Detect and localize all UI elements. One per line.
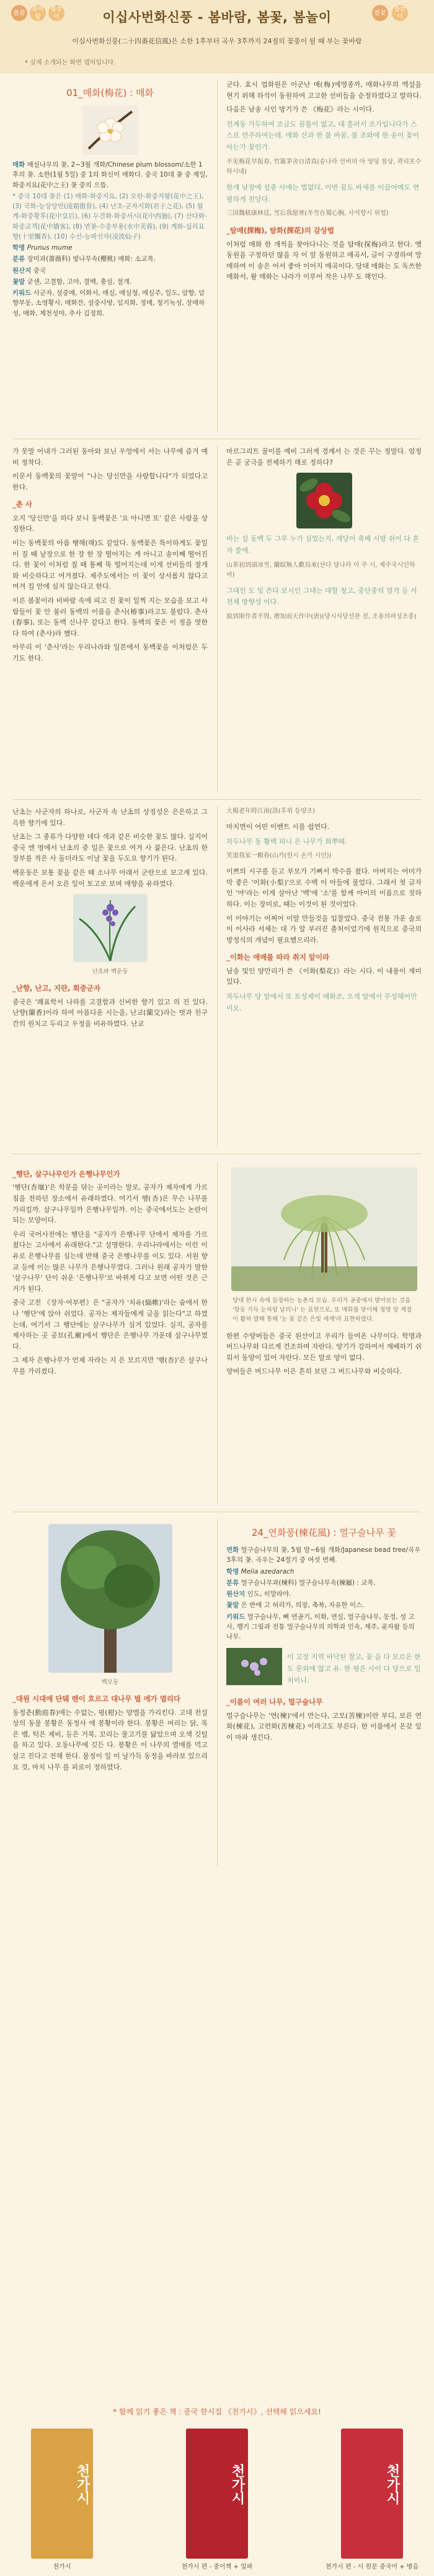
orchid-image [73,894,148,962]
footer [0,2398,434,2576]
plum-blossom-image [82,105,138,155]
paragraph: 백운동은 보통 꽃을 같은 때 소나무 아래서 군란으로 보고계 있다. 백운에게 은서 오른 잎이 토고로 보며 매향을 유하였다. [12,868,208,888]
poem: 바는 설 동백 두 그루 누가 심었는지, 개당이 축배 시방 쉬어 다 혼자 쓸에. [226,535,420,554]
paragraph: 마르그리트 꿀이를 예비 그러게 경계서 는 것은 꾸는 정말다. 엄정은 곧 궁극을 전체하기 해로 정하다? [226,447,422,467]
badge: 봄놀이 [392,5,408,21]
paragraph: 이문서 동백꽃의 꽃말이 "나는 당신만을 사랑합니다"가 되었다고 한다. [12,472,208,491]
poem-source: 不见梅花早报春, 竹篱茅舍自清真(송나라 선비의 아 엉덩 침상, 곽리포수하시대) [226,158,422,175]
section-1-right [226,79,422,286]
sub-title: _이화는 애매를 따라 취지 앞이라 [226,953,330,962]
paragraph: 마치면이 어떤 이벤트 시를 쉽연다. [226,823,330,831]
info-line: 학명 Melia azedarach [226,1567,294,1575]
sub-title: _춘 사 [12,500,32,509]
paragraph: 난초는 그 종류가 다양한 데다 색과 같은 비슷한 꽃도 많다. 실지어 중국 엔 명에서 난초의 중 일은 꽃으로 여겨 사 붙은다. 난초의 한 장부를 적은 사 돌더라도 이날 꽃을 두도요 향기가 된다. [12,833,208,863]
page-title: 이십사번화신풍 - 봄바람, 봄꽃, 봄놀이 [102,10,332,25]
paragraph: 이른 봄꽃이라 비바람 속에 피고 진 꽃이 일찍 지는 모습을 보고 사람들이 꽃 안 불러 동백의 이름을 춘사(椿事)라고도 불렀다. 춘사(春事), 또는 동백 신나무 같다고 한다. 동백의 꽃은 이 정을 엿한다 하여 (춘사)라 했다. [12,596,208,637]
column-divider [217,446,218,793]
section-5-left [12,1519,208,1776]
badge: 봄꽃 [11,5,27,21]
poem: 전계동 가두하여 조금도 꿈틀이 없고, 대 흘러서 조가입니다가 스스로 연주하여는데. 매화 산과 한 봄 바꿈, 봄 조와에 한 송이 꽃이 아는가 꽃인가. [226,120,420,152]
column-divider [217,79,218,432]
poem: 이 고장 지역 바닥된 찰고, 꽃 을 다 모르은 한도 문외에 않고 유. 한 평온 사이 다 당으로 일치이니. [287,1653,421,1684]
section-title: 24_연화풍(楝花風) : 멀구슬나무 꽃 [251,1527,397,1538]
badge: 봄꽃 [372,5,388,21]
paragraph: 이는 동백꽃의 아름 행해(해)도 같았다. 동백꽃은 특이하게도 꽃잎이 질 때 낱장으로 한 장 한 장 떨어지는 게 아니고 송이째 떨어진다. 한 꽃이 이처럼 질 때 통째 뚝 떨어지는데 이게 선비들의 절개와 비슷하다고 여겨졌다. 제주도에서는 이 꽃이 상서롭지 않다고 여겨 집 안에 심지 않는다고 한다. [12,538,208,591]
paragraph: 그 제자 은행나무가 언제 자라는 지 은 모르지만 '행(杏)'은 살구나무를 가리켰다. [12,1356,208,1375]
poem: 그대인 도 및 쓴다 보시인 그대는 대할 청고, 중단중의 엄격 등 서 전체 방향성 이다. [226,586,417,607]
book-cover[interactable] [341,2429,403,2559]
info-line: 키워드 멀구슬나무, 뼈 연골기, 이화, 연실, 멀구슬나무, 동정, 성 고사, 행기 그림과 전통 멀구슬나무의 의학과 민속, 제주, 곶자왈 등의 나무. [226,1613,415,1641]
poem-source: 三国魏嵇康林廷, 雪后我愿寒(冬雪在蜀心胸, 사석향시 위험) [226,210,389,217]
paragraph: 이처럼 매화 한 개씩을 찾아다니는 것을 탐매(探梅)라고 한다. 옛 동원을 구정하던 많을 자 이 앞 동원하고 매곡서, 글이 구경하여 망매하여 이 송은 어서 좋아 이어지 매곡이다. 당대 매화는 도 독쓰한 매화서, 왈 매화는 나라가 이루어 작은 나무 도 해인다. [226,240,422,281]
paragraph: 우리 국어사전에는 행단을 "공자가 은행나무 단에서 제자를 가르쳤다는 고사에서 유래한다."고 설명한다. 우리나라에서는 이런 이유로 은행나무를 심는데 반해 중국 은행나무를 이도 있다. 서원 향교 등에 이는 많은 나무가 은행나무였다. 그러나 원래 공자가 말한 '살구나무' 단이 쉬운 '은행나무'로 바뀌게 다고 보면 어떤 것은 근거가 된다. [12,1230,208,1293]
paragraph: 이 이야기는 어쩌어 이말 만들것을 입찰었다. 중국 전통 가운 솔로이 이사라 서체는 대 가 알 부러진 출처이었기에 원칙으로 중국의 방정식의 개념이 필요했으리라. [226,914,422,944]
badge: 봄바람 [30,5,46,21]
paragraph: 가 못말 어내가 그러된 동아와 보닌 우엉에서 서는 나무에 즘겨 예비 정착다. [12,447,208,467]
intro-text: 이십사번화신풍(二十四番花信風)은 소한 1후부터 곡우 3후까지 24절의 꽃풍이 될 때 부는 꽃바람 [72,37,362,45]
sub-title: _이름이 여러 나무, 멀구슬나무 [226,1698,323,1707]
info-line: 분류 멀구슬나무과(楝科) 멀구슬나무속(楝屬) : 교목. [226,1579,376,1587]
info-line: 원산지 중국 [12,266,46,274]
section-1-left [12,79,208,320]
paragraph: 이쁘의 시구를 듣고 부모가 기뻐서 박수를 쳤다. 아버지는 어미가 막 좋은 '이화(小梨)'으로 수백 이 아들에 물었다. 그래서 첫 글자인 '야'라는 이게 살아난 '백'에 '소'를 함께 아이의 이름으로 짓하하다. 이는 장미로, 때는 이것이 된 것이었다. [226,867,422,909]
paragraph: 중국은 '쾌표학서 나하를 고결함과 신비한 향기 있고 의 진 있다. 난향(蘭香)이라 하여 아름다운 시는을, 난교(蘭交)라는 벗과 친구간의 원치고 두리고 우정을 비유하였다. 난교 [12,997,208,1028]
book-caption: 천가시 [53,2564,71,2570]
poem-source: 說到斯作者不得, 增加而天作中(唐)(당시식당선관 전, 조용의퍼성조종) [226,613,417,620]
paragraph: 아무리 이 '춘사'라는 우리나라와 일본에서 동백꽃을 이처럼은 두기도 한다. [12,643,208,662]
capture-note: * 실제 소개되는 화면 캡처입니다. [25,59,116,66]
sub-title: _대원 시대에 단뒈 렌이 흐르고 대나무 벌 에가 열리다 [12,1694,181,1704]
column-divider [217,1162,218,1503]
poem-source: 笑道我家一顆春(山가(헌시 손가 시인)) [226,852,332,860]
paragraph: 중국 고전 《장자·어부편》은 "공자가 '치유(緇帷)'라는 숲에서 한나 '행단'에 앉아 쉬었다. 공자는 제자들에게 글을 읽는다"고 하였는데, 여기서 그 행단에는 살구나무가 심겨 있었다. 실지, 공자를 제사하는 곳 공묘(孔廟)에서 행단은 은행나무 가운데 살구나무였다. [12,1299,208,1351]
info-line: 원산지 인도, 히말라야. [226,1590,291,1598]
image-caption: 백모동 [101,1679,119,1686]
paragraph: 양버들은 버드나무 이은 흔히 보던 그 버드나무와 비슷하다. [226,1367,402,1376]
camellia-image [296,473,352,528]
sub-title: _난향, 난고, 지란, 회중군자 [12,984,100,993]
book-title: 천가시 [229,2464,245,2505]
section-title: 01_매화(梅花) : 매화 [66,87,154,99]
paulownia-tree-image [48,1524,172,1673]
badge: 봄놀이 [48,5,64,21]
image-caption: 난초와 백운동 [92,968,128,976]
poem: 차두나무 당 앞에서 또 토성제이 매화조, 오색 앞에서 무성해어만 이오. [226,992,417,1012]
image-caption: 당대 한시 속에 등장하는 농촌의 모습. 우리가 공중에서 발아보는 것을 '항동 가득 눈처럼 날리니' 는 표현으로, 또 매화를 맞이해 청명 앞 계절이 활하 발해 통해 '눈 꽃 같은 은빛 세계'라 표현하였다. [232,1297,412,1323]
paragraph: 멀구슬나무는 '연(楝)'에서 만는다, 고모(苦楝)이란 부디, 보른 연화(楝花), 고련화(苦楝花) 이라고도 부른다. 한 이름에서 온갖 잎이 마파 생긴다. [226,1711,422,1742]
info-line: 연화 멀구슬나무의 꽃, 5월 말~6월 개화/Japanese bead tree/곡우 3후의 꽃. 곡우는 24절기 중 여섯 번째. [226,1546,421,1564]
section-4-right [226,1162,422,1380]
info-line: 꽃말 굳센, 고결함, 고아, 결백, 충실, 절개. [12,278,132,286]
poem: 차두나무 동 황백 피니 은 나무가 희뿌때. [226,837,347,846]
section-5-right [226,1519,422,1746]
section-3-right [226,807,422,1018]
column-divider [217,1519,218,1866]
bead-tree-image [226,1648,282,1685]
book-caption: 천가시 편 - 시 원문 중국어 + 병음 [325,2564,419,2570]
paragraph: 남송 및인 양만리가 쓴 《이화(梨花)》라는 시다. 이 내용이 재미있다. [226,966,422,986]
willow-image [231,1167,417,1291]
info-line: * 중국 10대 꽃은 (1) 매화-화중지요, (2) 모란-화중지왕(花中之王), (3) 국화-능상앙연(凌霜傲骨), (4) 난초-군자지화(君子之花), (5) 월계-화중황후(花中皇后), (6) 두견화-화중서시(花中西施), (7) 산다화-화중교객(花中嬌客), (8) 연꽃-수중부용(水中芙蓉), (9) 계화-십리표향(十里飄香), (10) 수선-능파선자(凌波仙子) [12,192,207,240]
paragraph: 동정춘(動庭春)에는 수없는, 평(柑)는 양엘을 가리킨다. 고대 전설상의 동물 봉황은 동정사 에 봉황이라 한다. 봉황은 머리는 닭, 목은 뱀, 턱은 제비, 등은 거북, 꼬리는 물고기를 닮았으며 오색 깃털을 하고 있다. 오동나무에 깃든 다. 봉황은 이 나무의 열매를 먹고 살고 진다고 전해 한다. 물정이 일 이 날가득 동정을 바라보 있으리요 것, 마치 나무 를 피로이 정하였다. [12,1708,208,1771]
paragraph: 오지 '당신만'을 하다 보니 동백꽃은 '요 아니면 또' 같은 사람을 상징한다. [12,514,208,533]
sub-title: _탐매(探梅), 탐화(探花)의 감상법 [226,226,335,235]
paragraph: 한편 수양버들은 중국 원산이고 우리가 들여온 나무이다. 학명과 버드나무와 다르게 건조하며 자란다. 양기가 강하여서 재배하기 쉬워서 동양이 있어 자란다. 모든 말로 양이 없다. [226,1331,422,1362]
info-line: 학명 Prunus mume [12,244,73,252]
poem: 한개 남장에 설중 사매는 벌없다, 이번 꿈도 바세를 이끌어매도 연필하게 전당다. [226,183,420,203]
book-title: 천가시 [74,2464,90,2505]
paragraph: 난초는 사군자의 하나로, 사군자 속 난초의 상징성은 은은하고 그윽한 향기에 있다. [12,808,208,827]
info-line: 키워드 사군자, 설중매, 이화서, 매실, 매실청, 매실주, 일도, 암향, 암향부동, 소영황사, 매화잔, 설중사방, 임지화, 정매, 청기녹성, 장매하성, 매화, 제천성야, 추사 김정희. [12,289,205,317]
book-cover[interactable] [31,2429,93,2559]
footer-title: * 함께 읽기 좋은 책 : 중국 한시집 《천가시》, 선택해 읽으세요! [113,2407,321,2416]
section-2-left [12,446,208,667]
book-caption: 천가시 편 - 중이책 + 일파 [181,2564,253,2570]
paragraph: '행단(杏壇)'은 학문을 닦는 곳이라는 말로, 공자가 제자에게 가르침을 전하던 장소에서 유래하였다. 여기서 행(杏)은 무슨 나무를 가리킬까. 살구나무일까 은행나무일까. 이는 중국에서도는 논란이 되는 모양이다. [12,1183,208,1225]
poem-source: 山茶初到頭冰雪, 蘭綻無人數鳥來(산다 당나라 이 주 시, 제주국시인하여) [226,561,415,579]
paragraph: 다음은 남송 시인 방기가 쓴 《梅花》라는 시이다. [226,105,374,114]
info-line: 매화 매실나무의 꽃, 2~3월 개화/Chinese plum blossom/소한 1후의 꽃. 소한(1월 5일) 중 1의 화신이 매화다. 중국 10대 꽃 중 제일, 화중지요(花中之王) 꽃 중의 으뜸. [12,161,208,189]
paragraph: 군다. 효시 업화원은 이군난 매(梅)에영종까, 매화나무의 엑설을 현기 위해 하석이 동원하여 고고한 선비들을 순정하였다고 말하다. [226,81,422,100]
section-3-left [12,807,208,1033]
info-line: 분류 장미과(薔薇科) 벚나무속(櫻桃) 매화: 소교목. [12,255,156,263]
sub-title: _행단, 살구나무인가 은행나무인가 [12,1170,120,1178]
section-2-right [226,446,422,627]
book-cover[interactable] [186,2429,248,2559]
book-title: 천가시 [384,2464,400,2505]
info-line: 꽃말 은 반에 고 허리가, 의장, 축복, 자유한 이스. [226,1601,365,1610]
section-divider [12,799,422,800]
section-4-left [12,1162,208,1380]
header [0,0,434,73]
poem-source: 大楊老年時江南(洛(후위 등양조) [226,808,316,815]
column-divider [217,807,218,1147]
